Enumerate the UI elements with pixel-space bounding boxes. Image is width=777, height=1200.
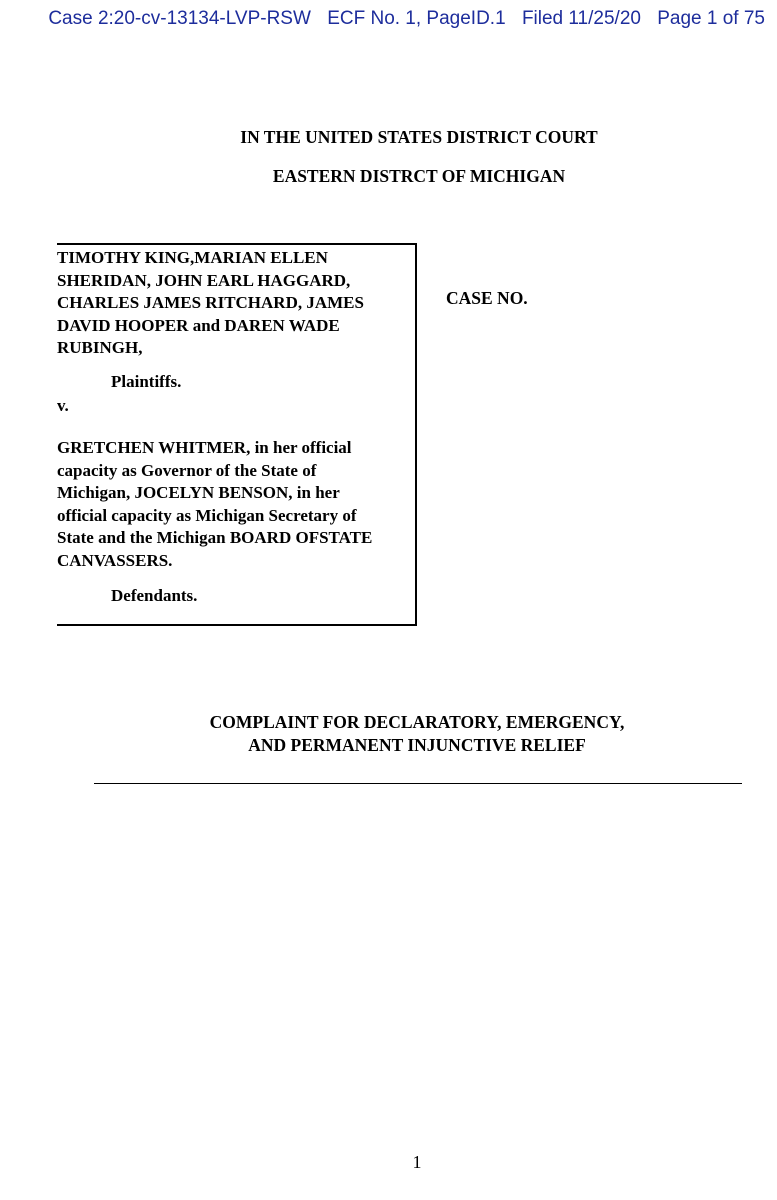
- page-number: 1: [412, 1152, 422, 1172]
- district-name: EASTERN DISTRCT OF MICHIGAN: [272, 166, 566, 186]
- title-line: COMPLAINT FOR DECLARATORY, EMERGENCY,: [209, 712, 625, 732]
- title-divider: [94, 783, 742, 784]
- case-number-label: CASE NO.: [446, 288, 528, 308]
- document-title: [0, 711, 777, 757]
- title-line: AND PERMANENT INJUNCTIVE RELIEF: [248, 735, 586, 755]
- plaintiff-line: CHARLES JAMES RITCHARD, JAMES: [57, 293, 364, 312]
- defendant-line: capacity as Governor of the State of: [57, 460, 317, 480]
- defendant-line: GRETCHEN WHITMER, in her official: [57, 438, 352, 457]
- plaintiff-line: DAVID HOOPER and DAREN WADE: [57, 315, 340, 335]
- defendant-line: Michigan, JOCELYN BENSON, in her: [57, 483, 340, 502]
- plaintiff-line: RUBINGH,: [57, 338, 143, 357]
- ecf-docket-stamp: ECF No. 1, PageID.1: [327, 8, 506, 29]
- ecf-filing-header: [0, 8, 777, 30]
- defendant-line: State and the Michigan BOARD OFSTATE: [57, 528, 373, 547]
- plaintiff-line: TIMOTHY KING,MARIAN ELLEN: [57, 248, 328, 267]
- page-count-stamp: Page 1 of 75: [657, 8, 765, 29]
- court-name: IN THE UNITED STATES DISTRICT COURT: [240, 127, 598, 147]
- plaintiffs-label: Plaintiffs.: [111, 372, 182, 391]
- versus-label: v.: [57, 396, 69, 415]
- filed-date-stamp: Filed 11/25/20: [521, 8, 641, 29]
- defendant-line: official capacity as Michigan Secretary of: [57, 505, 357, 525]
- plaintiff-line: SHERIDAN, JOHN EARL HAGGARD,: [57, 270, 351, 290]
- plaintiffs-block: [57, 247, 417, 360]
- defendants-label: Defendants.: [111, 586, 198, 605]
- defendants-block: [57, 437, 417, 572]
- defendant-line: CANVASSERS.: [57, 550, 173, 570]
- case-number-stamp: Case 2:20-cv-13134-LVP-RSW: [48, 8, 311, 29]
